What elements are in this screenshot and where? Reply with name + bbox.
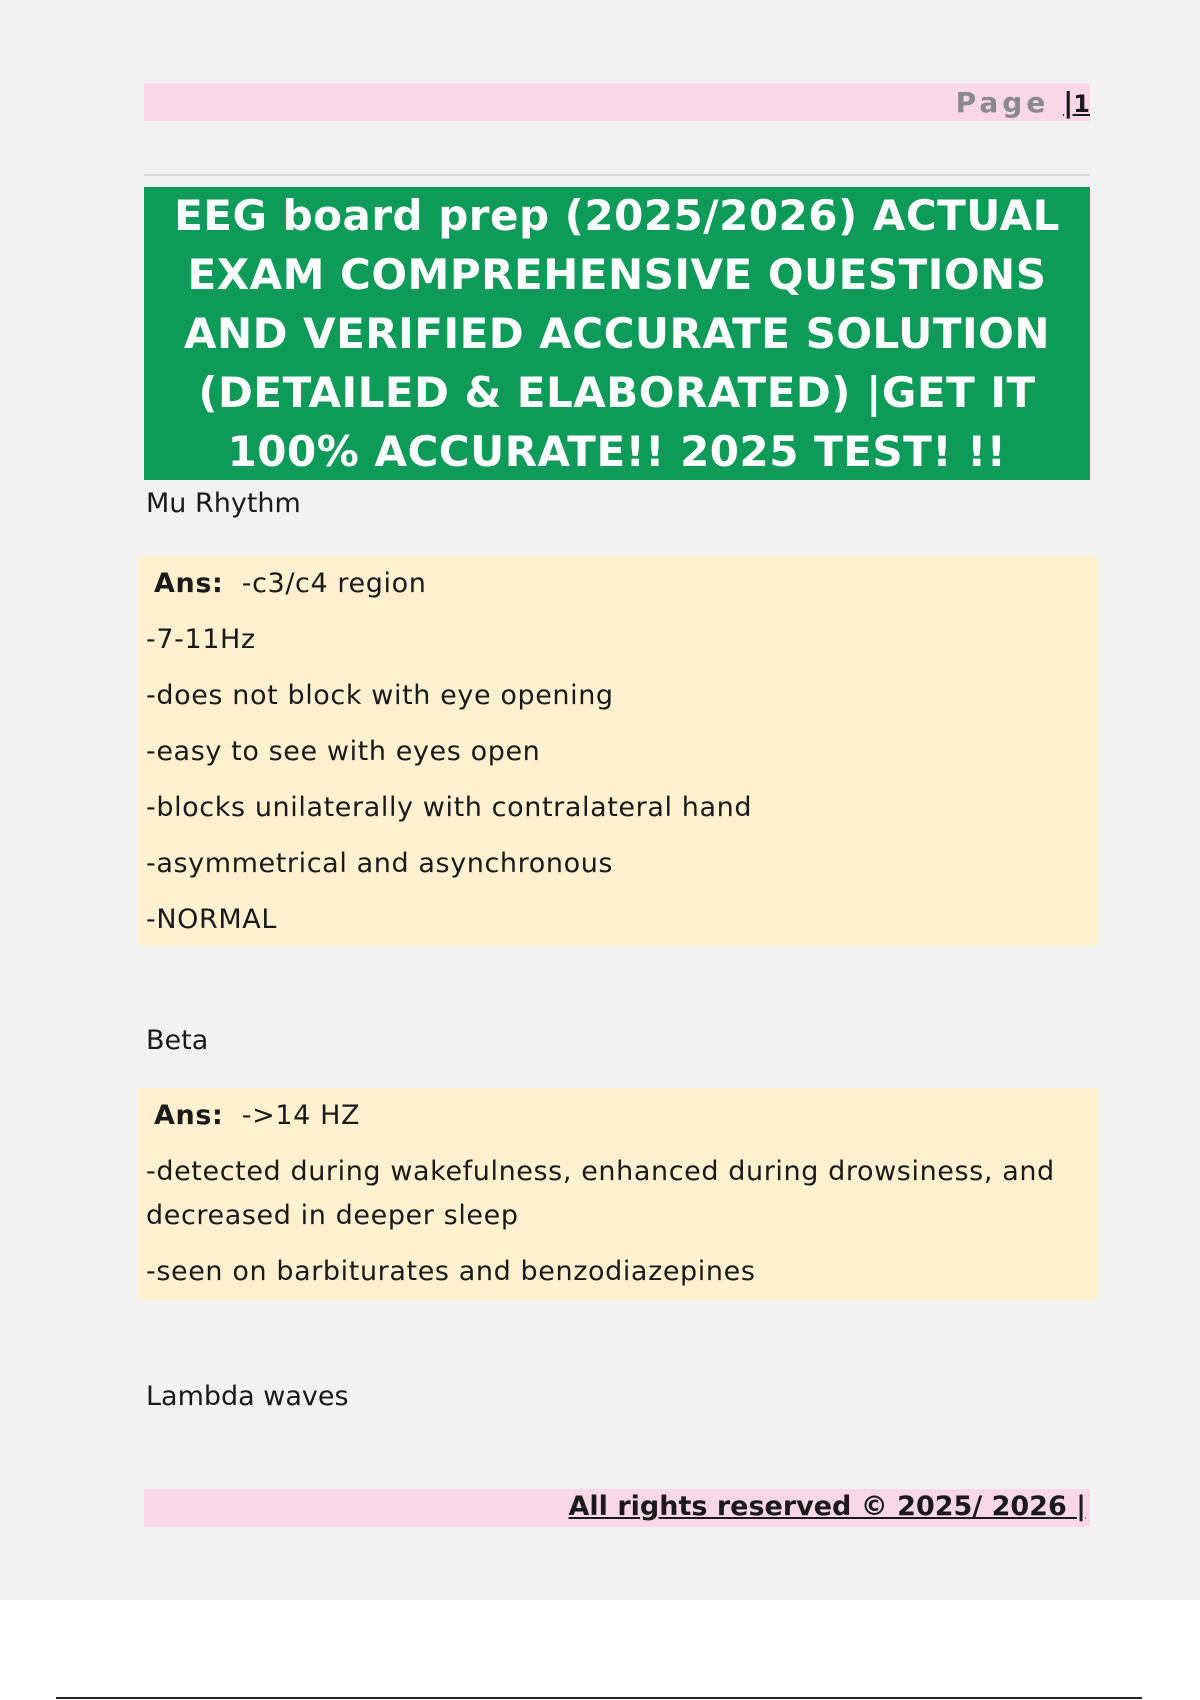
answer-line: Ans: -c3/c4 region xyxy=(138,556,1098,612)
question-text: Mu Rhythm xyxy=(146,488,301,519)
document-title: EEG board prep (2025/2026) ACTUAL EXAM COMPREHENSIVE QUESTIONS AND VERIFIED ACCURATE SOLUTION (DETAILED & ELABORATED) |GET IT 100% ACCURATE!! 2025 TEST! !! xyxy=(174,191,1060,476)
bottom-divider xyxy=(56,1697,1142,1699)
answer-line: -detected during wakefulness, enhanced during drowsiness, and decreased in deeper sleep xyxy=(146,1156,1055,1231)
ans-label: Ans: xyxy=(154,568,224,599)
page-number: 1 xyxy=(1073,90,1090,118)
page-separator: | xyxy=(1063,86,1074,119)
answer-line: -7-11Hz xyxy=(146,624,256,655)
answer-line: -blocks unilaterally with contralateral hand xyxy=(146,792,753,823)
page-footer xyxy=(144,1489,1090,1527)
answer-line: -seen on barbiturates and benzodiazepines xyxy=(146,1256,756,1287)
title-banner xyxy=(144,187,1090,480)
ans-label: Ans: xyxy=(154,1100,224,1131)
copyright-text: All rights reserved © 2025/ 2026 | xyxy=(568,1491,1086,1522)
answer-line: -NORMAL xyxy=(146,904,277,935)
answer-line: -does not block with eye opening xyxy=(146,680,614,711)
question-text: Beta xyxy=(146,1025,209,1056)
page-header xyxy=(144,83,1090,121)
page-word: Page xyxy=(955,86,1050,119)
answer-line: -asymmetrical and asynchronous xyxy=(146,848,614,879)
question-text: Lambda waves xyxy=(146,1381,349,1412)
answer-box xyxy=(138,556,1098,946)
answer-line: Ans: ->14 HZ xyxy=(138,1088,1098,1144)
answer-line: -easy to see with eyes open xyxy=(146,736,541,767)
answer-box xyxy=(138,1088,1098,1300)
header-divider xyxy=(144,174,1090,176)
page-number-label xyxy=(956,86,1090,119)
